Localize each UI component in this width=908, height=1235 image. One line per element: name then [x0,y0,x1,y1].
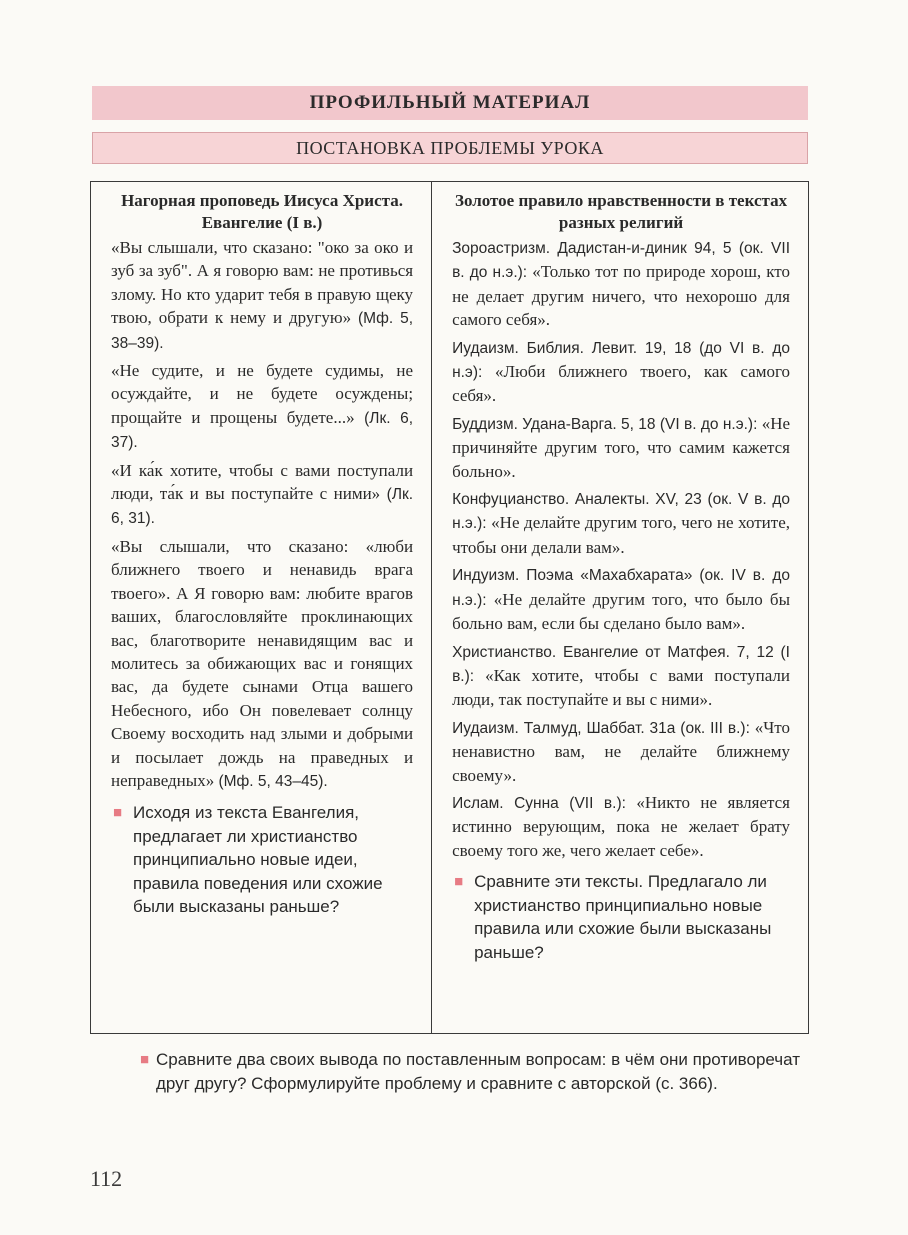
religion-entry-islam [452,791,790,862]
summary-question [140,1048,808,1095]
quote-reference: (Мф. 5, 43–45). [218,772,328,790]
quote-text: «Вы слышали, что сказано: «люби ближнего твоего и ненавидь врага твоего». А Я говорю вам: любите врагов ваших, благословляйте проклинающих вас, благотворите ненавидящим вас и молитесь за обижающих вас и гонящих вас, да будете сынами Отца вашего Небесного, ибо Он повелевает солнцу Своему восходить над злыми и добрыми и посылает дождь на праведных и неправедных» [111,536,414,790]
gospel-quote-1 [111,236,413,355]
left-question [111,801,413,919]
right-column-heading: Золотое правило нравственности в текстах разных религий [454,191,788,232]
page-number: 112 [90,1166,123,1191]
religion-entry-judaism-talmud [452,716,790,787]
entry-quote: «Что ненавистно вам, не делайте ближнему своему». [452,717,791,785]
right-question [452,870,790,964]
entry-source: Христианство. Евангелие от Матфея. 7, 12 (I в.): [452,643,790,685]
section-title-banner [92,86,808,120]
bullet-icon: ■ [454,873,464,891]
quote-reference: (Лк. 6, 37). [111,409,414,452]
question-text: Сравните эти тексты. Предлагало ли христианство принципиально новые правила или схожие были высказаны раньше? [474,872,772,962]
bullet-icon: ■ [140,1051,150,1068]
comparison-table [90,181,809,1034]
right-column [432,182,808,1033]
entry-source: Конфуцианство. Аналекты. XV, 23 (ок. V в. до н.э.): [452,491,790,533]
entry-quote: «Люби ближнего твоего, как самого себя». [452,362,790,406]
entry-quote: «Не причиняйте другим того, что самим кажется больно». [452,413,791,481]
religion-entry-buddhism [452,412,790,483]
quote-reference: (Мф. 5, 38–39). [111,310,414,352]
religion-entry-christianity [452,640,790,712]
quote-text: «Вы слышали, что сказано: "око за око и зуб за зуб". А я говорю вам: не противься злому. Но кто ударит тебя в правую щеку твою, обрати к нему и другую» [111,238,414,328]
entry-source: Индуизм. Поэма «Махабхарата» (ок. IV в. до н.э.): [452,567,790,609]
entry-source: Иудаизм. Библия. Левит. 19, 18 (до VI в. до н.э): [452,339,790,382]
question-text: Исходя из текста Евангелия, предлагает ли христианство принципиально новые идеи, правила поведения или схожие были высказаны раньше? [133,803,383,917]
left-column [91,182,432,1033]
bullet-icon: ■ [113,804,123,822]
gospel-quote-3 [111,459,413,531]
quote-text: «Не судите, и не будете судимы, не осуждайте, и не будете осуждены; прощайте и прощены будете...» [111,361,414,427]
religion-entry-hinduism [452,563,790,635]
left-column-heading: Нагорная проповедь Иисуса Христа. Евангелие (I в.) [121,191,403,232]
entry-source: Иудаизм. Талмуд, Шаббат. 31а (ок. III в.): [452,719,750,737]
summary-question-text: Сравните два своих вывода по поставленным вопросам: в чём они противоречат друг другу? Сформулируйте проблему и сравните с авторской (с. 366). [156,1050,801,1093]
section-title: ПРОФИЛЬНЫЙ МАТЕРИАЛ [309,92,591,113]
entry-source: Буддизм. Удана-Варга. 5, 18 (VI в. до н.э.): [452,415,758,433]
entry-source: Зороастризм. Дадистан-и-диник 94, 5 (ок. VII в. до н.э.): [452,240,790,282]
section-subtitle-banner [92,132,808,164]
entry-quote: «Не делайте другим того, что было бы больно вам, если бы сделано было вам». [452,589,791,634]
entry-quote: «Не делайте другим того, чего не хотите, чтобы они делали вам». [452,513,790,557]
religion-entry-zoroastrianism [452,236,790,332]
quote-reference: (Лк. 6, 31). [111,486,414,528]
entry-source: Ислам. Сунна (VII в.): [452,794,626,812]
quote-text: «И ка́к хотите, чтобы с вами поступали люди, та́к и вы поступайте с ними» [111,460,414,504]
gospel-quote-4 [111,535,413,793]
religion-entry-judaism-bible [452,336,790,408]
entry-quote: «Только тот по природе хорош, кто не делает другим ничего, что нехорошо для самого себя». [452,262,790,330]
gospel-quote-2 [111,359,413,455]
entry-quote: «Никто не является истинно верующим, пока не желает брату своему того же, чего желает себе». [452,792,790,860]
religion-entry-confucianism [452,487,790,559]
section-subtitle: ПОСТАНОВКА ПРОБЛЕМЫ УРОКА [296,137,604,158]
entry-quote: «Как хотите, чтобы с вами поступали люди, так поступайте и вы с ними». [452,665,790,710]
